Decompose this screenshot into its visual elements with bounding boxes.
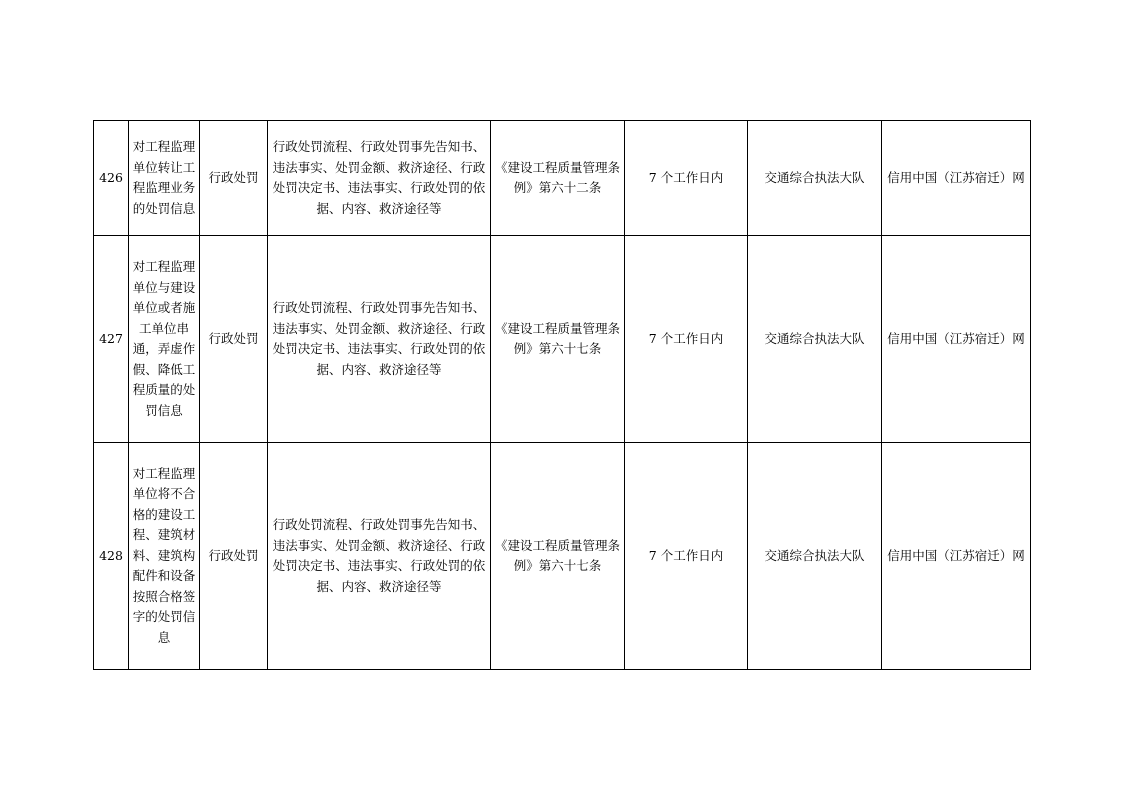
disclosure-period: 7 个工作日内 — [625, 236, 748, 443]
item-type: 行政处罚 — [200, 121, 268, 236]
disclosure-channel: 信用中国（江苏宿迁）网 — [882, 236, 1031, 443]
legal-basis: 《建设工程质量管理条例》第六十七条 — [491, 236, 625, 443]
disclosure-period: 7 个工作日内 — [625, 121, 748, 236]
row-number: 426 — [94, 121, 129, 236]
table-row — [94, 236, 1031, 443]
disclosure-content: 行政处罚流程、行政处罚事先告知书、违法事实、处罚金额、救济途径、行政处罚决定书、违法事实、行政处罚的依据、内容、救济途径等 — [268, 236, 491, 443]
responsible-department: 交通综合执法大队 — [748, 236, 882, 443]
disclosure-table — [93, 120, 1031, 670]
item-name: 对工程监理单位转让工程监理业务的处罚信息 — [129, 121, 200, 236]
table-row — [94, 121, 1031, 236]
item-type: 行政处罚 — [200, 443, 268, 670]
legal-basis: 《建设工程质量管理条例》第六十七条 — [491, 443, 625, 670]
disclosure-channel: 信用中国（江苏宿迁）网 — [882, 443, 1031, 670]
responsible-department: 交通综合执法大队 — [748, 443, 882, 670]
row-number: 428 — [94, 443, 129, 670]
disclosure-content: 行政处罚流程、行政处罚事先告知书、违法事实、处罚金额、救济途径、行政处罚决定书、违法事实、行政处罚的依据、内容、救济途径等 — [268, 443, 491, 670]
table-row — [94, 443, 1031, 670]
disclosure-channel: 信用中国（江苏宿迁）网 — [882, 121, 1031, 236]
disclosure-period: 7 个工作日内 — [625, 443, 748, 670]
item-name: 对工程监理单位与建设单位或者施工单位串通，弄虚作假、降低工程质量的处罚信息 — [129, 236, 200, 443]
disclosure-content: 行政处罚流程、行政处罚事先告知书、违法事实、处罚金额、救济途径、行政处罚决定书、违法事实、行政处罚的依据、内容、救济途径等 — [268, 121, 491, 236]
responsible-department: 交通综合执法大队 — [748, 121, 882, 236]
legal-basis: 《建设工程质量管理条例》第六十二条 — [491, 121, 625, 236]
item-name: 对工程监理单位将不合格的建设工程、建筑材料、建筑构配件和设备按照合格签字的处罚信息 — [129, 443, 200, 670]
item-type: 行政处罚 — [200, 236, 268, 443]
row-number: 427 — [94, 236, 129, 443]
